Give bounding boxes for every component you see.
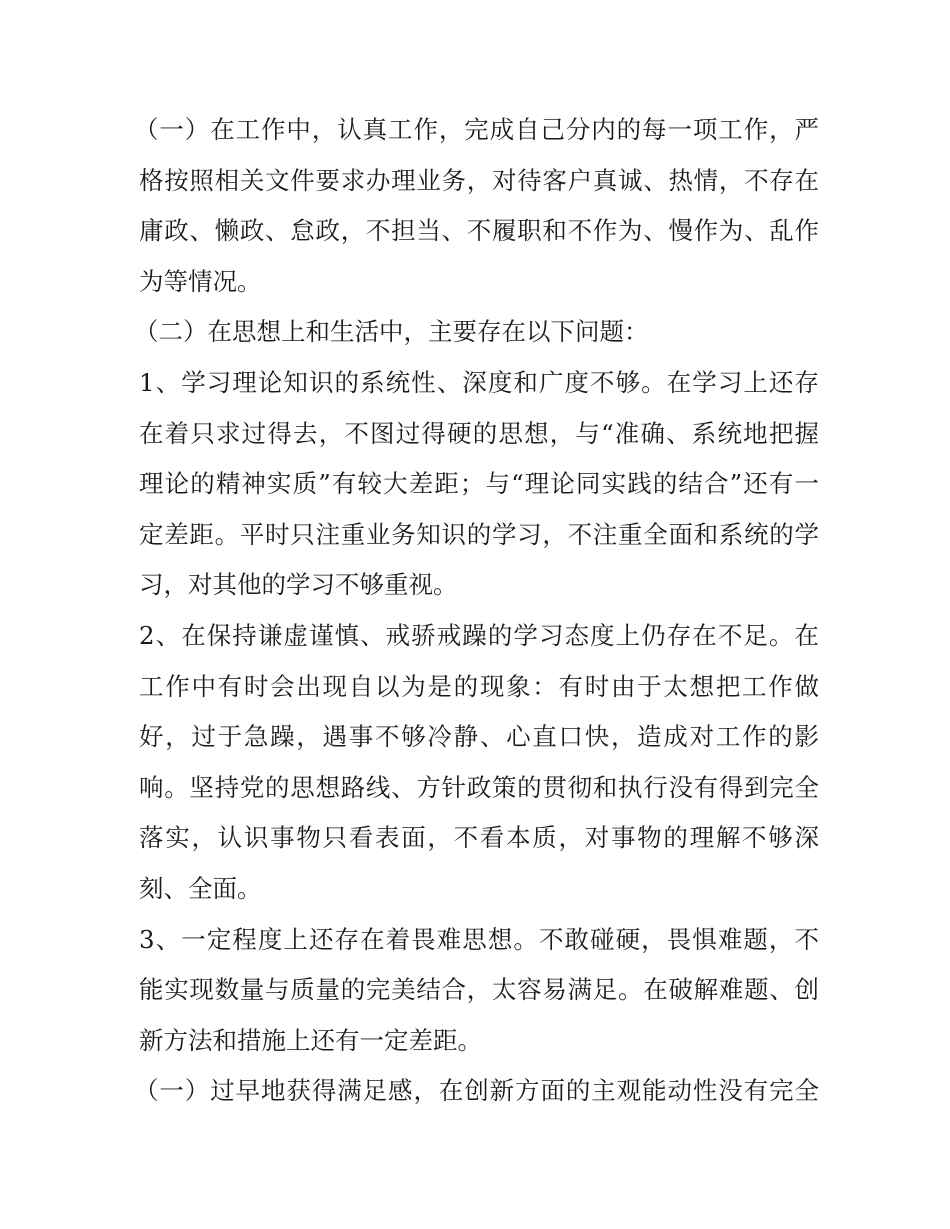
text-line: 能实现数量与质量的完美结合，太容易满足。在破解难题、创 — [139, 975, 819, 1005]
text-line: 为等情况。 — [139, 266, 262, 296]
text-line: 2、在保持谦虚谨慎、戒骄戒躁的学习态度上仍存在不足。在 — [139, 620, 819, 650]
text-line: （一）过早地获得满足感，在创新方面的主观能动性没有完全 — [134, 1076, 819, 1106]
text-line: 庸政、懒政、怠政，不担当、不履职和不作为、慢作为、乱作 — [139, 216, 819, 246]
text-line: 刻、全面。 — [139, 873, 262, 903]
text-line: （一）在工作中，认真工作，完成自己分内的每一项工作，严 — [134, 115, 819, 144]
text-line: 理论的精神实质”有较大差距；与“理论同实践的结合”还有一 — [139, 469, 819, 499]
text-line: 好，过于急躁，遇事不够冷静、心直口快，造成对工作的影 — [139, 722, 819, 752]
text-line: 1、学习理论知识的系统性、深度和广度不够。在学习上还存 — [139, 367, 819, 397]
text-line: 工作中有时会出现自以为是的现象：有时由于太想把工作做 — [139, 671, 819, 701]
text-line: 定差距。平时只注重业务知识的学习，不注重全面和系统的学 — [139, 519, 819, 549]
text-line: 新方法和措施上还有一定差距。 — [139, 1025, 482, 1055]
text-line: 在着只求过得去，不图过得硬的思想，与“准确、系统地把握 — [139, 418, 819, 448]
text-line: 3、一定程度上还存在着畏难思想。不敢碰硬，畏惧难题，不 — [139, 924, 819, 954]
text-line: 落实，认识事物只看表面，不看本质，对事物的理解不够深 — [139, 823, 819, 853]
text-line: （二）在思想上和生活中，主要存在以下问题： — [134, 317, 649, 347]
document-body — [134, 105, 819, 1117]
text-line: 习，对其他的学习不够重视。 — [139, 570, 458, 600]
text-line: 响。坚持党的思想路线、方针政策的贯彻和执行没有得到完全 — [139, 772, 819, 802]
text-line: 格按照相关文件要求办理业务，对待客户真诚、热情，不存在 — [139, 165, 819, 195]
